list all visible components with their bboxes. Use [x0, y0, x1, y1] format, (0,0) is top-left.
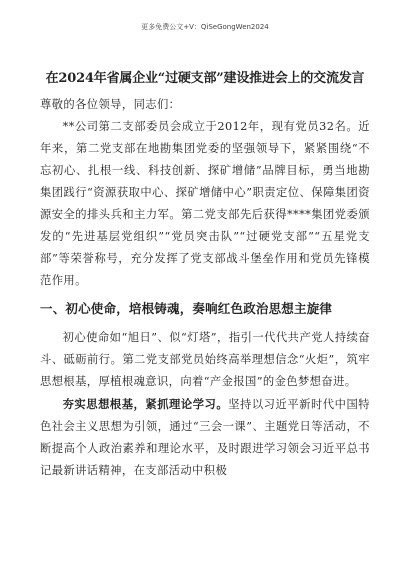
paragraph-lead-phrase: 夯实思想根基，紧抓理论学习。	[62, 397, 229, 411]
document-title: 在2024年省属企业“过硬支部”建设推进会上的交流发言	[45, 71, 365, 86]
intro-paragraph: **公司第二支部委员会成立于2012年，现有党员32名。近年来，第二党支部在地勘集团党委的坚强领导下，紧紧围绕“不忘初心、扎根一线、科技创新、探矿增储”品牌目标，勇当地勘集团践行“资源获取中心、探矿增储中心”职责定位、保障集团资源安全的排头兵和主力军。第二党支部先后获得****集团党委颁发的“先进基层党组织”“党员突击队”“过硬党支部”“五星党支部”等荣誉称号，充分发挥了党支部战斗堡垒作用和党员先锋模范作用。	[40, 120, 370, 287]
section1-paragraph-2	[40, 393, 370, 482]
promo-header: 更多免费公文+V：QiSeGongWen2024	[141, 23, 269, 31]
paragraph-text: 坚持以习近平新时代中国特色社会主义思想为引领，通过“三会一课”、主题党日等活动，不断提高个人政治素养和理论水平，及时跟进学习领会习近平总书记最新讲话精神，在支部活动中积极	[40, 398, 370, 477]
section1-paragraph-1: 初心使命如“旭日”、似“灯塔”，指引一代代共产党人持续奋斗、砥砺前行。第二党支部党员始终高举理想信念“火炬”，筑牢思想根基，厚植根魂意识，向着“产金报国”的金色梦想奋进。	[40, 331, 370, 388]
document-body	[40, 94, 370, 482]
section-heading-1: 一、初心使命，培根铸魂，奏响红色政治思想主旋律	[40, 301, 333, 316]
salutation: 尊敬的各位领导，同志们：	[40, 98, 181, 111]
